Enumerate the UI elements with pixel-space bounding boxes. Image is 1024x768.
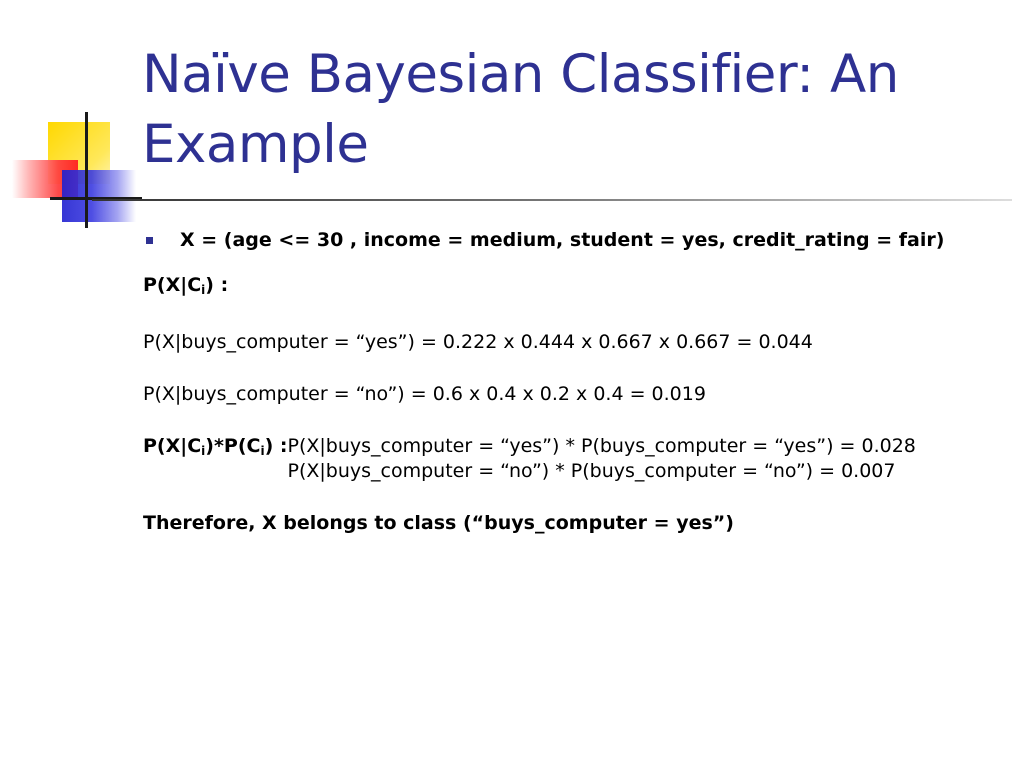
pxci-heading-tail: ) : (205, 274, 229, 296)
posterior-label-a-subscript: i (201, 444, 206, 458)
posterior-label-a: P(X|C (143, 435, 202, 457)
slide-title: Naïve Bayesian Classifier: An Example (142, 44, 899, 175)
pxci-heading (143, 273, 1003, 303)
square-bullet-icon (146, 237, 153, 244)
bullet-text: X = (age <= 30 , income = medium, student = yes, credit_rating = fair) (180, 229, 945, 251)
conclusion: Therefore, X belongs to class (“buys_computer = yes”) (143, 512, 734, 534)
posterior-label-b-subscript: i (260, 444, 265, 458)
posterior-label-c: ) : (264, 435, 288, 457)
pxci-heading-main: P(X|C (143, 274, 202, 296)
bullet-item (143, 228, 1003, 253)
likelihood-yes: P(X|buys_computer = “yes”) = 0.222 x 0.444 x 0.667 x 0.667 = 0.044 (143, 331, 813, 353)
title-underline (92, 199, 1012, 201)
pxci-heading-subscript: i (201, 283, 206, 297)
decorative-vertical-line (85, 112, 88, 228)
posterior-lines (288, 434, 916, 484)
posterior-no: P(X|buys_computer = “no”) * P(buys_computer = “no”) = 0.007 (287, 460, 896, 482)
slide-content (143, 228, 1003, 563)
posterior-yes: P(X|buys_computer = “yes”) * P(buys_computer = “yes”) = 0.028 (287, 435, 916, 457)
decorative-blue-square (62, 170, 136, 222)
posterior-label-b: )*P(C (205, 435, 261, 457)
posterior-block (143, 434, 1003, 484)
posterior-label (143, 434, 288, 484)
likelihood-no: P(X|buys_computer = “no”) = 0.6 x 0.4 x 0.2 x 0.4 = 0.019 (143, 383, 706, 405)
